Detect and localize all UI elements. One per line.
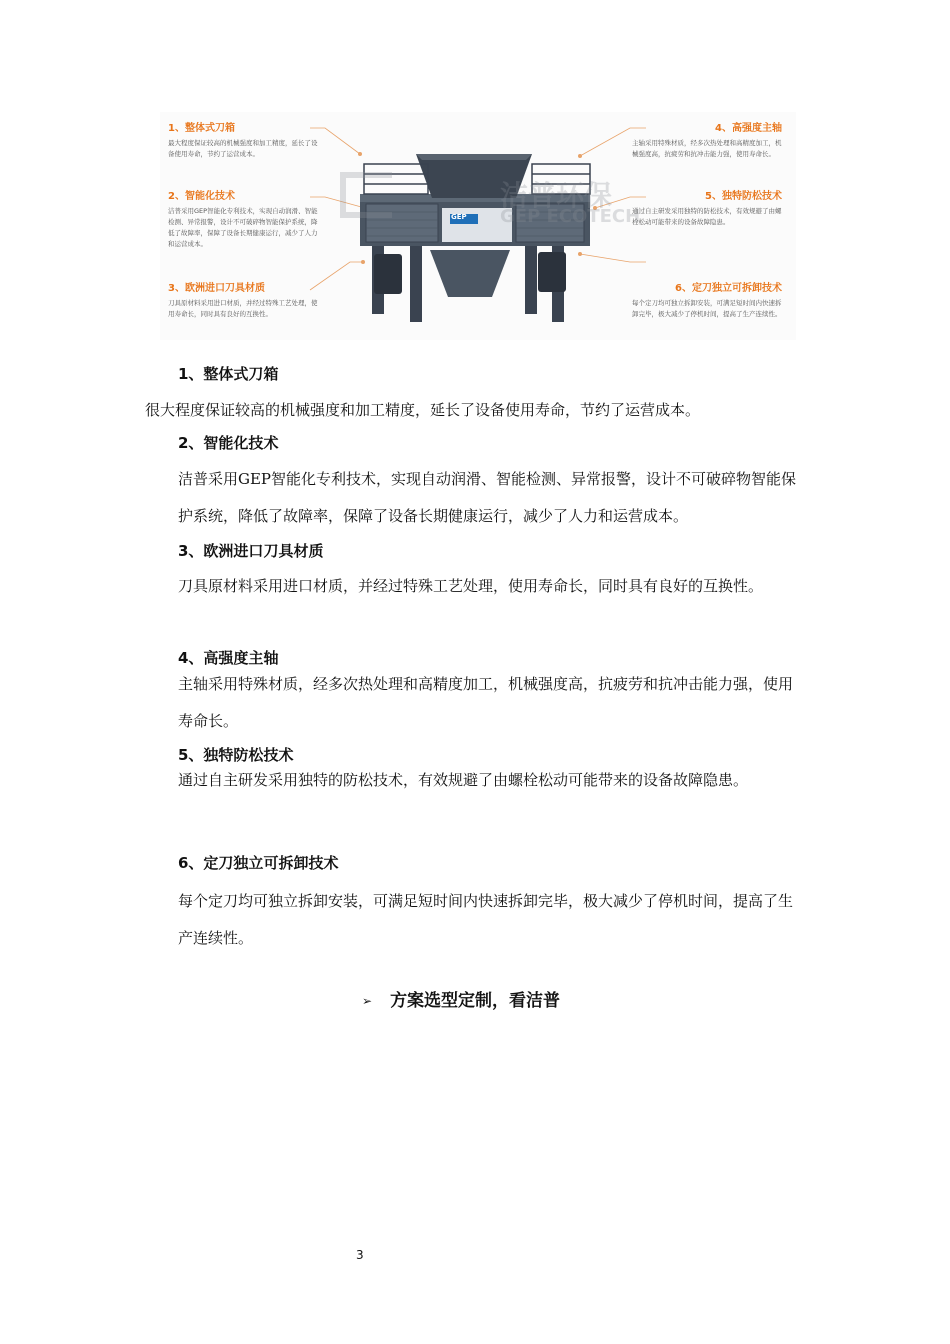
callout-1	[168, 122, 318, 160]
callout-title: 5、独特防松技术	[705, 191, 782, 202]
feature-heading-6: 6、定刀独立可拆卸技术	[178, 854, 339, 872]
watermark-logo-icon	[340, 172, 392, 218]
callout-title: 3、欧洲进口刀具材质	[168, 283, 265, 294]
feature-heading-1: 1、整体式刀箱	[178, 365, 279, 383]
callout-desc: 主轴采用特殊材质，经多次热处理和高精度加工，机械强度高，抗疲劳和抗冲击能力强，使用寿命长。	[632, 139, 782, 158]
callout-3	[168, 282, 318, 320]
feature-heading-4: 4、高强度主轴	[178, 649, 279, 667]
watermark	[340, 172, 641, 227]
feature-heading-3: 3、欧洲进口刀具材质	[178, 542, 324, 560]
callout-desc: 洁普采用GEP智能化专利技术，实现自动润滑、智能检测、异常报警，设计不可破碎物智能保护系统，降低了故障率，保障了设备长期健康运行，减少了人力和运营成本。	[168, 207, 318, 248]
feature-heading-2: 2、智能化技术	[178, 434, 279, 452]
callout-title: 2、智能化技术	[168, 191, 235, 202]
section-title	[362, 986, 560, 1011]
callout-desc: 每个定刀均可独立拆卸安装，可满足短时间内快速拆卸完毕，极大减少了停机时间，提高了生产连续性。	[632, 299, 782, 318]
callout-4	[632, 122, 782, 160]
callout-title: 6、定刀独立可拆卸技术	[675, 283, 782, 294]
arrow-bullet-icon: ➢	[362, 994, 373, 1008]
callout-desc: 刀具原材料采用进口材质，并经过特殊工艺处理，使用寿命长，同时具有良好的互换性。	[168, 299, 318, 318]
paragraph-text: 很大程度保证较高的机械强度和加工精度，延长了设备使用寿命，节约了运营成本。	[145, 401, 701, 419]
callout-title: 4、高强度主轴	[715, 123, 782, 134]
paragraph-text: 刀具原材料采用进口材质，并经过特殊工艺处理，使用寿命长，同时具有良好的互换性。	[178, 577, 764, 595]
feature-paragraph-4	[145, 666, 805, 740]
feature-paragraph-5	[145, 762, 805, 799]
watermark-text-cn: 洁普环保	[500, 179, 613, 212]
machine-logo: GEP	[451, 213, 467, 221]
feature-paragraph-2	[145, 461, 805, 535]
paragraph-text: 洁普采用GEP智能化专利技术，实现自动润滑、智能检测、异常报警，设计不可破碎物智能保护系统，降低了故障率，保障了设备长期健康运行，减少了人力和运营成本。	[178, 470, 797, 525]
callout-5	[632, 190, 782, 228]
feature-heading-5: 5、独特防松技术	[178, 746, 294, 764]
paragraph-text: 主轴采用特殊材质，经多次热处理和高精度加工，机械强度高，抗疲劳和抗冲击能力强，使用寿命长。	[178, 675, 794, 730]
paragraph-text: 通过自主研发采用独特的防松技术，有效规避了由螺栓松动可能带来的设备故障隐患。	[178, 771, 749, 789]
feature-paragraph-1	[145, 392, 805, 429]
shredder-feature-figure	[160, 112, 796, 340]
callout-6	[632, 282, 782, 320]
page-number: 3	[356, 1248, 364, 1262]
feature-paragraph-6	[145, 883, 805, 957]
watermark-text-en: GEP ECOTECH	[500, 206, 641, 227]
callout-desc: 通过自主研发采用独特的防松技术，有效规避了由螺栓松动可能带来的设备故障隐患。	[632, 207, 782, 226]
paragraph-text: 每个定刀均可独立拆卸安装，可满足短时间内快速拆卸完毕，极大减少了停机时间，提高了生产连续性。	[178, 892, 794, 947]
callout-title: 1、整体式刀箱	[168, 123, 235, 134]
section-title-text: 方案选型定制，看洁普	[390, 991, 561, 1011]
callout-2	[168, 190, 318, 250]
feature-paragraph-3	[145, 568, 805, 605]
callout-desc: 最大程度保证较高的机械强度和加工精度，延长了设备使用寿命，节约了运营成本。	[168, 139, 318, 158]
